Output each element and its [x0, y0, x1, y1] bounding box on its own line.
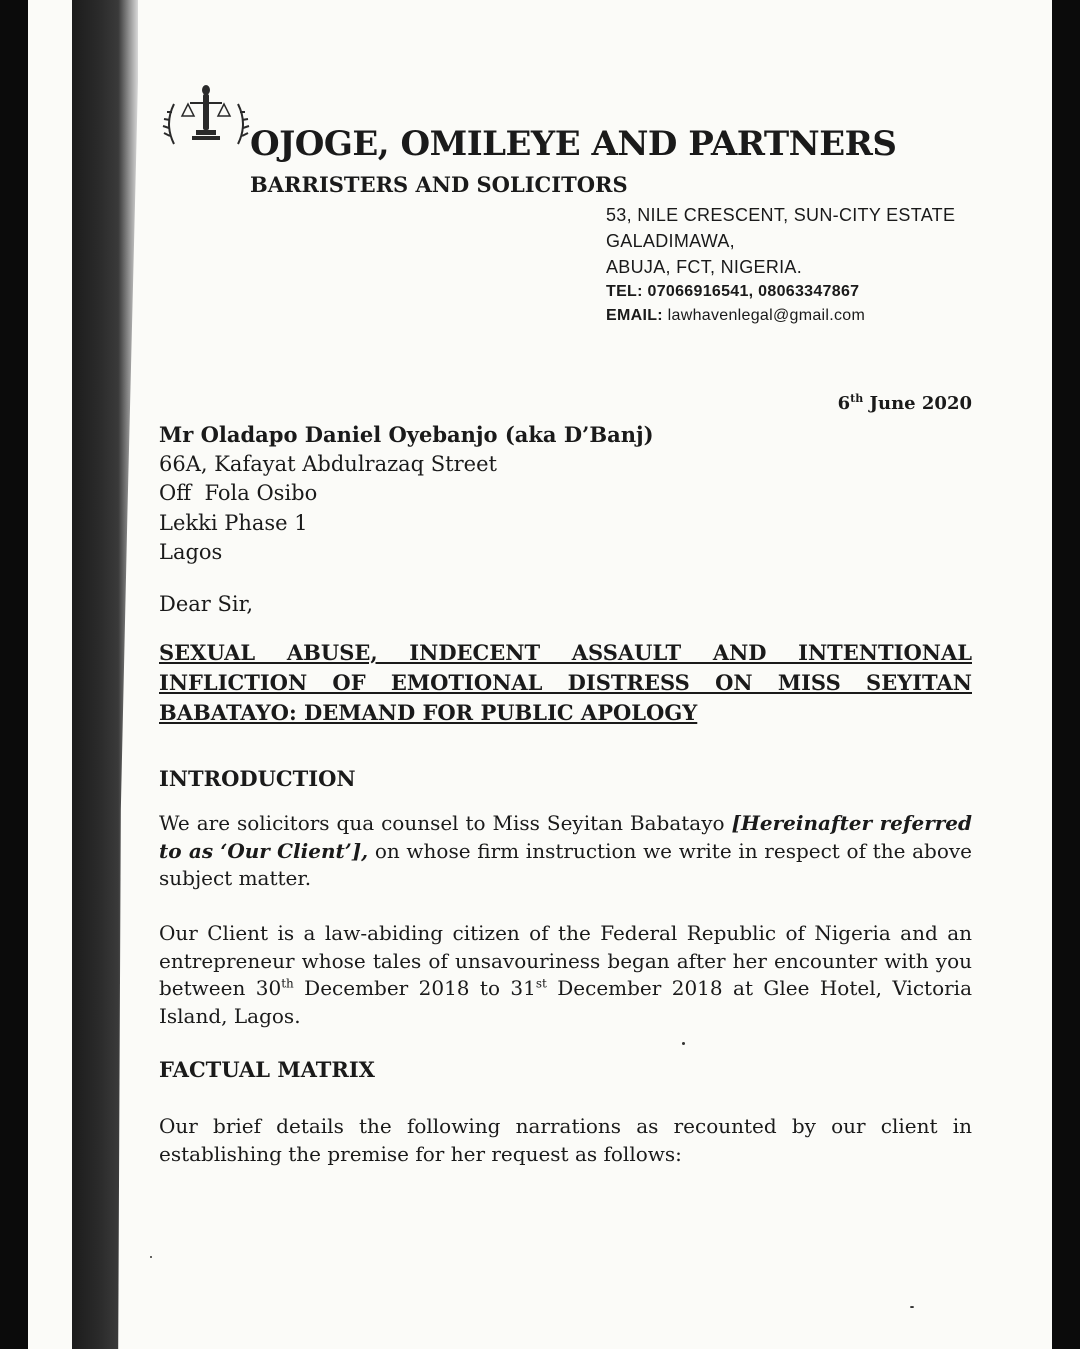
- subject-line: SEXUAL ABUSE, INDECENT ASSAULT AND INTENTIONAL: [159, 640, 972, 665]
- factual-matrix-paragraph: Our brief details the following narrations as recounted by our client in establishing the premise for her request as follows:: [159, 1114, 972, 1166]
- date-day: 6: [837, 393, 851, 414]
- paragraph-text: on whose firm instruction we write in respect of the above subject matter.: [159, 838, 972, 890]
- scan-speck: [910, 1306, 914, 1308]
- paragraph-text: December 2018 at Glee Hotel, Victoria Island, Lagos.: [159, 976, 972, 1028]
- subject-heading: [159, 638, 972, 728]
- recipient-line: Lekki Phase 1: [159, 510, 308, 535]
- introduction-heading: INTRODUCTION: [159, 766, 356, 791]
- address-line: ABUJA, FCT, NIGERIA.: [606, 257, 803, 277]
- firm-address: [606, 202, 955, 328]
- date-suffix: th: [850, 392, 864, 405]
- address-line: GALADIMAWA,: [606, 231, 735, 251]
- recipient-name: Mr Oladapo Daniel Oyebanjo (aka D’Banj): [159, 422, 654, 447]
- email-line: [606, 304, 955, 328]
- letter-page: [28, 0, 1052, 1349]
- scales-of-justice-logo-icon: [160, 74, 252, 160]
- firm-subtitle: BARRISTERS AND SOLICITORS: [250, 172, 628, 197]
- recipient-line: 66A, Kafayat Abdulrazaq Street: [159, 451, 497, 476]
- date-month-year: June 2020: [869, 393, 972, 414]
- scan-shadow-edge: [72, 0, 138, 1349]
- factual-matrix-heading: FACTUAL MATRIX: [159, 1057, 375, 1082]
- paragraph-text: Our Client is a law-abiding citizen of the Federal Republic of Nigeria and an entrepreneur whose tales of unsavouriness began after her encounter with you between 30: [159, 921, 972, 1000]
- scan-speck: [150, 1256, 152, 1258]
- recipient-address: [159, 420, 654, 568]
- ordinal-suffix: th: [281, 976, 294, 991]
- introduction-paragraph-2: [159, 920, 972, 1030]
- subject-line: INFLICTION OF EMOTIONAL DISTRESS ON MISS SEYITAN: [159, 670, 972, 695]
- address-line: 53, NILE CRESCENT, SUN-CITY ESTATE: [606, 205, 956, 225]
- scan-speck: [682, 1042, 685, 1045]
- client-definition: [Hereinafter referred to as ‘Our Client’],: [159, 811, 972, 863]
- tel-value: 07066916541, 08063347867: [647, 283, 860, 300]
- recipient-line: Lagos: [159, 540, 223, 564]
- firm-name: OJOGE, OMILEYE AND PARTNERS: [250, 124, 897, 164]
- tel-line: [606, 280, 955, 304]
- introduction-paragraph-1: [159, 810, 972, 893]
- tel-label: TEL:: [606, 283, 643, 300]
- ordinal-suffix: st: [535, 976, 547, 991]
- email-label: EMAIL:: [606, 307, 663, 324]
- paragraph-text: December 2018 to 31: [293, 976, 536, 1000]
- paragraph-text: We are solicitors qua counsel to Miss Seyitan Babatayo: [159, 811, 732, 835]
- recipient-line: Off Fola Osibo: [159, 481, 318, 505]
- subject-line: BABATAYO: DEMAND FOR PUBLIC APOLOGY: [159, 700, 698, 725]
- salutation: Dear Sir,: [159, 592, 254, 616]
- email-value: lawhavenlegal@gmail.com: [667, 307, 866, 324]
- letter-date: [838, 392, 972, 414]
